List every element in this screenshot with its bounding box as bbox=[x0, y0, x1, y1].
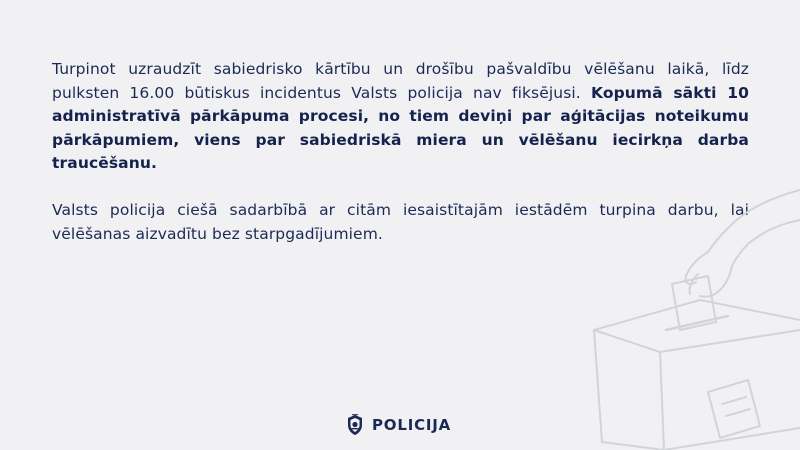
policija-logo bbox=[346, 414, 451, 436]
paragraph-1 bbox=[52, 58, 749, 176]
paragraph-1-bold: Kopumā sākti 10 administratīvā pārkāpuma procesi, no tiem deviņi par aģitācijas noteikumu pārkāpumiem, viens par sabiedriskā miera un vēlēšanu iecirkņa darba traucēšanu. bbox=[52, 83, 749, 172]
logo-text: POLICIJA bbox=[372, 416, 452, 434]
paragraph-1-regular: Turpinot uzraudzīt sabiedrisko kārtību un drošību pašvaldību vēlēšanu laikā, līdz pulksten 16.00 būtiskus incidentus Valsts policija nav fiksējusi. bbox=[52, 60, 749, 102]
ballot-box-hand-icon bbox=[580, 180, 800, 450]
paragraph-2: Valsts policija ciešā sadarbībā ar citām iesaistītajām iestādēm turpina darbu, lai vēlēšanas aizvadītu bez starpgadījumiem. bbox=[52, 201, 749, 243]
police-emblem-icon bbox=[346, 414, 364, 436]
